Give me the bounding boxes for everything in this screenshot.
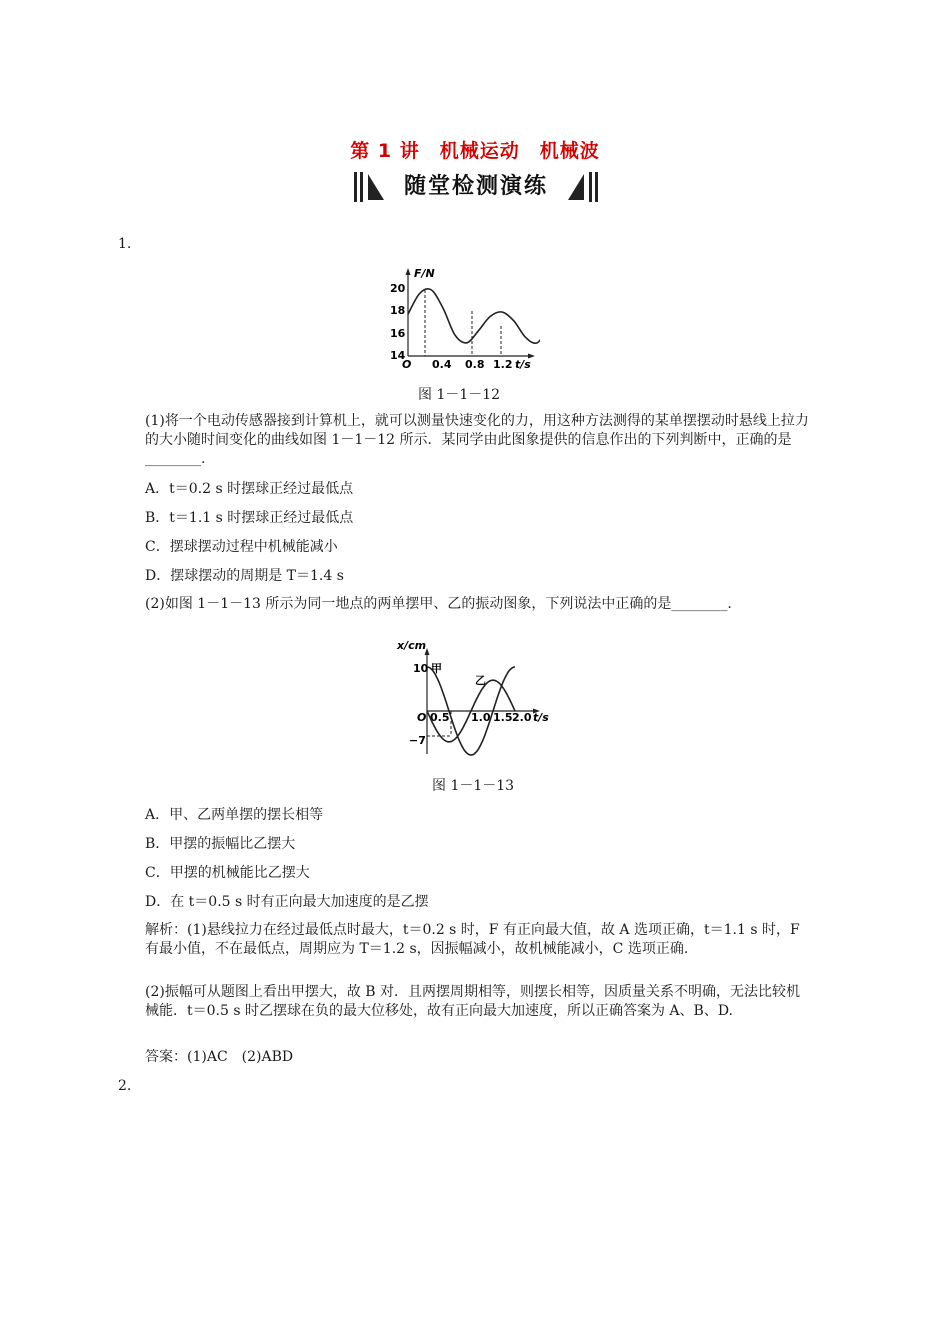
analysis-part1: 解析：(1)悬线拉力在经过最低点时最大，t＝0.2 s 时，F 有正向最大值，故 A 选项正确，t＝1.1 s 时，F 有最小值，不在最低点，周期应为 T＝1.2 s，因振幅减小，故机械能减小，C 选项正确. bbox=[145, 922, 800, 957]
answer: 答案：(1)AC (2)ABD bbox=[145, 1049, 294, 1065]
fig13-xtick-1.0: 1.0 bbox=[471, 711, 491, 724]
section-banner bbox=[354, 170, 598, 204]
question-number-2: 2. bbox=[118, 1078, 132, 1094]
fig12-force-curve bbox=[408, 289, 540, 343]
fig12-ytick-16: 16 bbox=[390, 327, 406, 340]
page-title: 第 1 讲 机械运动 机械波 bbox=[350, 140, 600, 162]
fig12-ylabel: F/N bbox=[414, 267, 435, 280]
fig13-xtick-1.5: 1.5 bbox=[493, 711, 513, 724]
fig13-xtick-0.5: 0.5 bbox=[430, 711, 450, 724]
fig12-ytick-14: 14 bbox=[390, 349, 406, 362]
part1-option-c: C．摆球摆动过程中机械能减小 bbox=[145, 539, 338, 555]
fig12-origin: O bbox=[402, 358, 412, 371]
fig13-label-jia: 甲 bbox=[431, 662, 442, 675]
fig12-xtick-0.8: 0.8 bbox=[465, 358, 485, 371]
fig12-xtick-1.2: 1.2 bbox=[493, 358, 513, 371]
fig13-ylabel: x/cm bbox=[397, 639, 427, 652]
figure-force-time bbox=[380, 264, 540, 372]
question-number: 1. bbox=[118, 236, 132, 252]
part2-option-d: D．在 t＝0.5 s 时有正向最大加速度的是乙摆 bbox=[145, 894, 429, 910]
analysis-part2: (2)振幅可从题图上看出甲摆大，故 B 对．且两摆周期相等，则摆长相等，因质量关系不明确，无法比较机械能．t＝0.5 s 时乙摆球在负的最大位移处，故有正向最大加速度，所以正确答案为 A、B、D. bbox=[145, 984, 801, 1019]
fig13-label-yi: 乙 bbox=[475, 674, 486, 687]
fig13-origin: O bbox=[417, 711, 427, 724]
part2-option-c: C．甲摆的机械能比乙摆大 bbox=[145, 865, 310, 881]
part1-stem: (1)将一个电动传感器接到计算机上，就可以测量快速变化的力，用这种方法测得的某单摆摆动时悬线上拉力的大小随时间变化的曲线如图 1－1－12 所示．某同学由此图象提供的信息作出的下列判断中，正确的是________. bbox=[145, 413, 809, 467]
fig12-ytick-18: 18 bbox=[390, 304, 406, 317]
fig13-ytick-10: 10 bbox=[413, 662, 429, 675]
fig13-ytick-neg7: −7 bbox=[409, 734, 426, 747]
fig12-caption: 图 1－1－12 bbox=[418, 387, 501, 403]
fig12-xlabel: t/s bbox=[515, 358, 531, 371]
fig12-xtick-0.4: 0.4 bbox=[432, 358, 452, 371]
banner-text: 随堂检测演练 bbox=[403, 174, 548, 199]
part2-option-b: B．甲摆的振幅比乙摆大 bbox=[145, 836, 296, 852]
part1-option-d: D．摆球摆动的周期是 T＝1.4 s bbox=[145, 568, 344, 584]
fig13-caption: 图 1－1－13 bbox=[432, 778, 515, 794]
fig13-xtick-2.0: 2.0 bbox=[512, 711, 532, 724]
part1-option-b: B．t＝1.1 s 时摆球正经过最低点 bbox=[145, 510, 354, 526]
part1-option-a: A．t＝0.2 s 时摆球正经过最低点 bbox=[145, 481, 354, 497]
figure-vibration bbox=[395, 634, 555, 760]
part2-option-a: A．甲、乙两单摆的摆长相等 bbox=[145, 807, 324, 823]
fig13-xlabel: t/s bbox=[533, 711, 549, 724]
fig12-ytick-20: 20 bbox=[390, 282, 406, 295]
part2-stem: (2)如图 1－1－13 所示为同一地点的两单摆甲、乙的振动图象，下列说法中正确的是________. bbox=[145, 596, 732, 612]
